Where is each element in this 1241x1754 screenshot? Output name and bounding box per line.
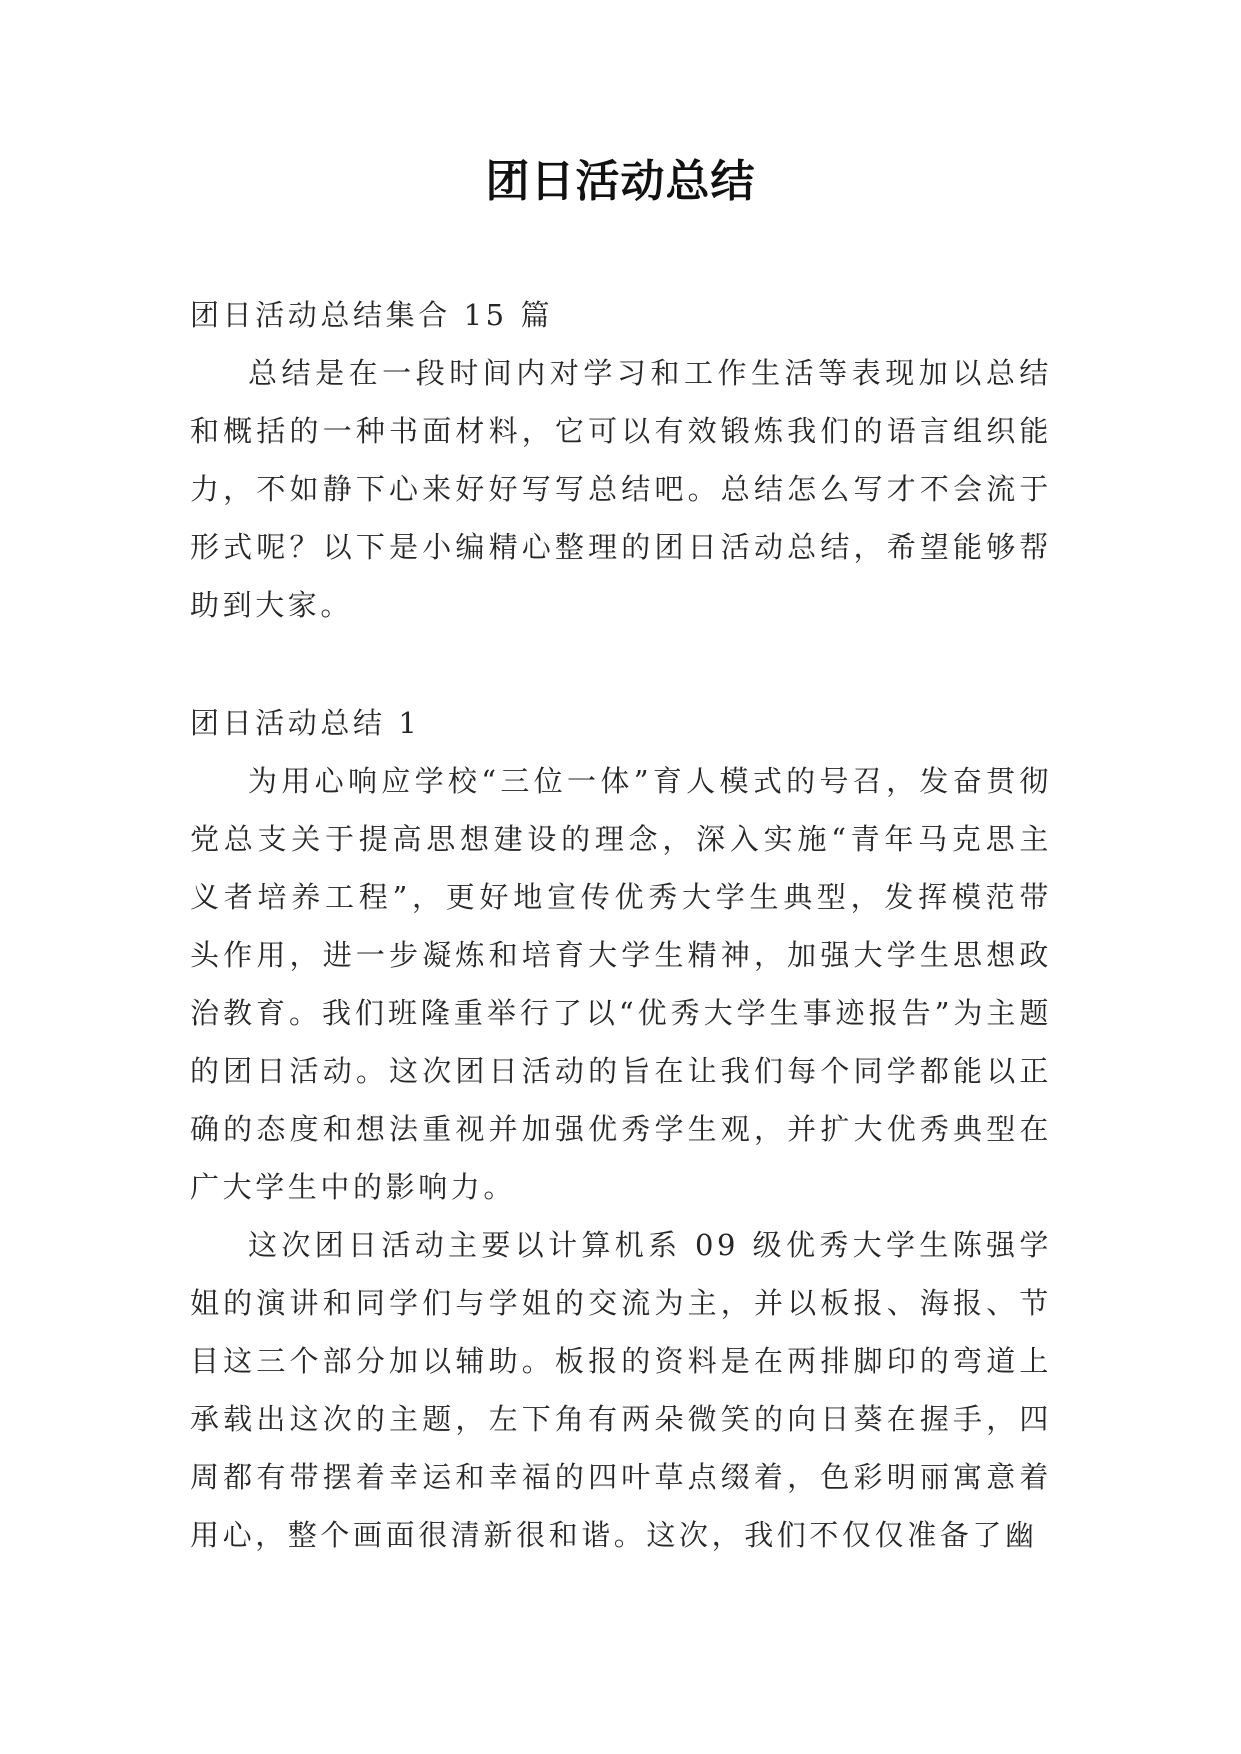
section-paragraph: 为用心响应学校“三位一体”育人模式的号召，发奋贯彻党总支关于提高思想建设的理念，深入实施“青年马克思主义者培养工程”，更好地宣传优秀大学生典型，发挥模范带头作用，进一步凝炼和培育大学生精神，加强大学生思想政治教育。我们班隆重举行了以“优秀大学生事迹报告”为主题的团日活动。这次团日活动的旨在让我们每个同学都能以正确的态度和想法重视并加强优秀学生观，并扩大优秀典型在广大学生中的影响力。 xyxy=(190,764,1052,1204)
intro-block xyxy=(190,286,1052,634)
section-paragraph: 这次团日活动主要以计算机系 09 级优秀大学生陈强学姐的演讲和同学们与学姐的交流为主，并以板报、海报、节目这三个部分加以辅助。板报的资料是在两排脚印的弯道上承载出这次的主题，左下角有两朵微笑的向日葵在握手，四周都有带摆着幸运和幸福的四叶草点缀着，色彩明丽寓意着用心，整个画面很清新很和谐。这次，我们不仅仅准备了幽 xyxy=(190,1228,1052,1552)
document-subtitle: 团日活动总结集合 15 篇 xyxy=(190,298,554,332)
section-heading: 团日活动总结 1 xyxy=(190,706,421,740)
document-title: 团日活动总结 xyxy=(485,156,756,207)
intro-paragraph: 总结是在一段时间内对学习和工作生活等表现加以总结和概括的一种书面材料，它可以有效锻炼我们的语言组织能力，不如静下心来好好写写总结吧。总结怎么写才不会流于形式呢？以下是小编精心整理的团日活动总结，希望能够帮助到大家。 xyxy=(190,356,1052,622)
section-block xyxy=(190,694,1052,1564)
